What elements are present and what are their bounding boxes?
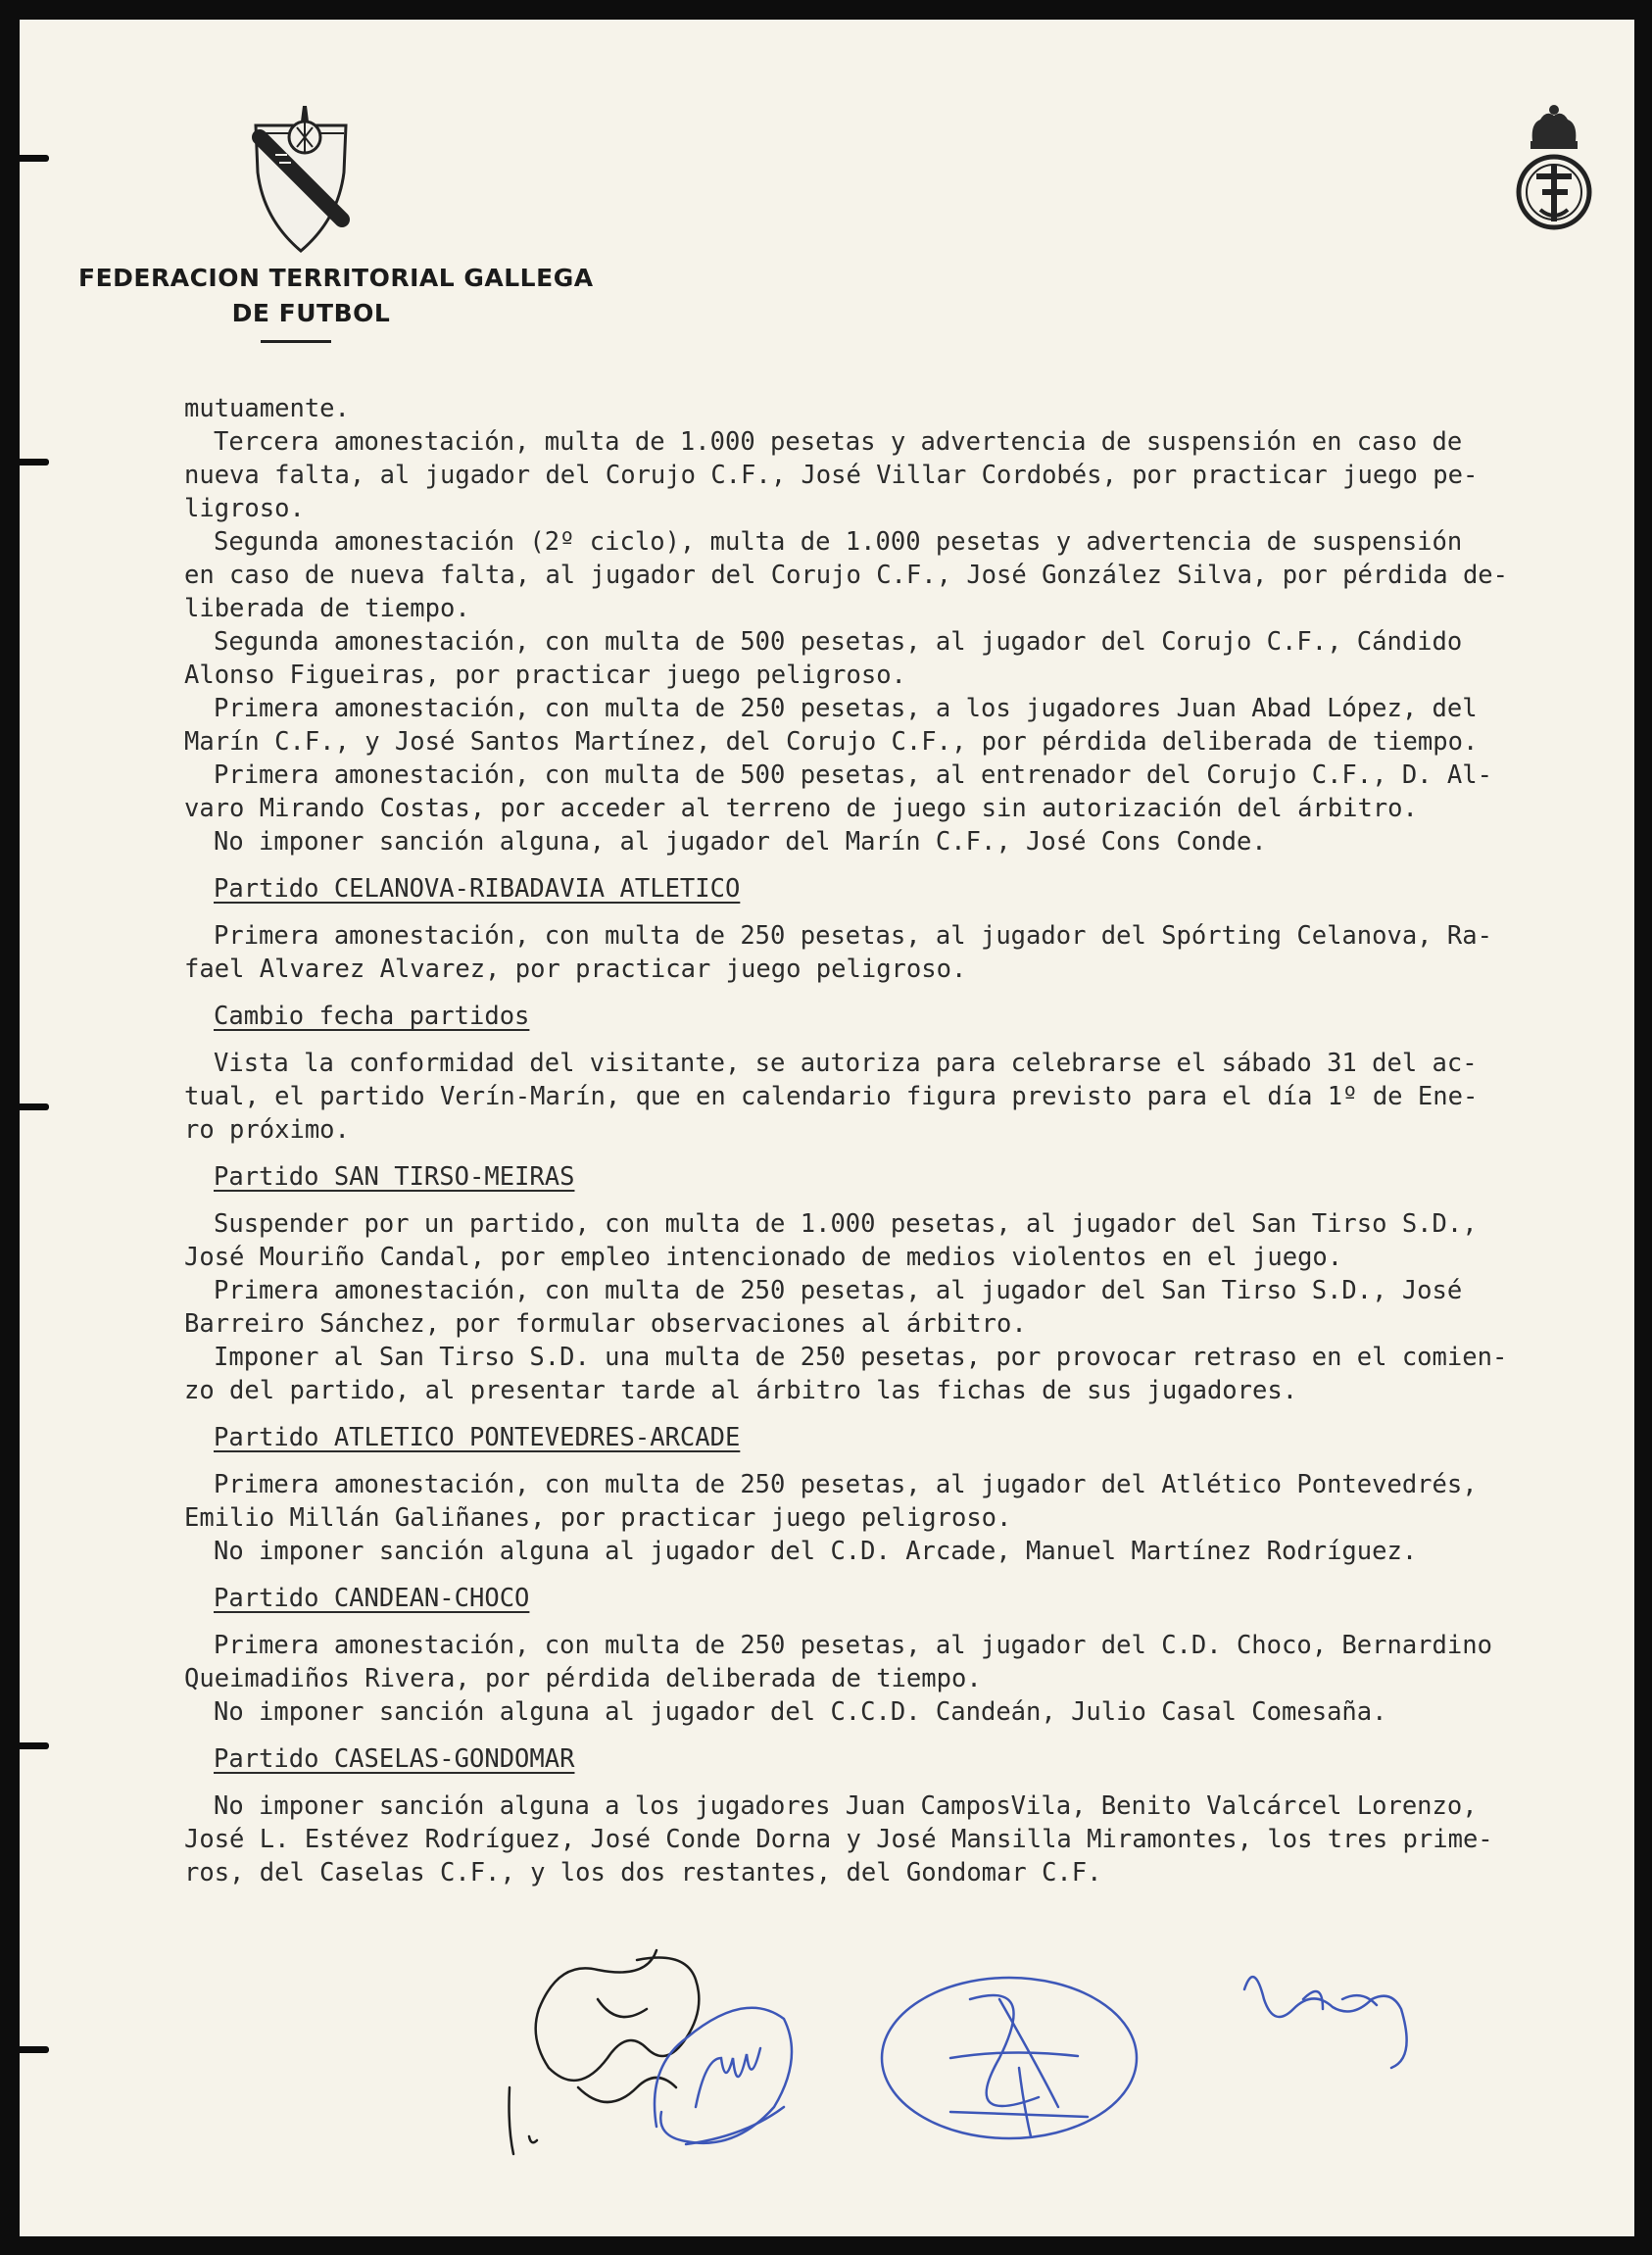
- text-line: Segunda amonestación (2º ciclo), multa de 1.000 pesetas y advertencia de suspensión: [214, 527, 1463, 557]
- federation-name-line2: DE FUTBOL: [231, 299, 391, 327]
- text-line: Queimadiños Rivera, por pérdida deliberada de tiempo.: [184, 1664, 982, 1693]
- section-heading-text: Partido ATLETICO PONTEVEDRES-ARCADE: [214, 1423, 741, 1452]
- document-body: [184, 392, 1625, 1889]
- text-line: mutuamente.: [184, 394, 350, 423]
- text-line: Primera amonestación, con multa de 250 pesetas, al jugador del Spórting Celanova, Ra-: [214, 921, 1492, 951]
- rfef-crown-emblem-icon: [1511, 102, 1597, 233]
- signatures: [490, 1940, 1617, 2166]
- text-line: Primera amonestación, con multa de 250 pesetas, al jugador del San Tirso S.D., José: [214, 1276, 1463, 1305]
- text-line: varo Mirando Costas, por acceder al terreno de juego sin autorización del árbitro.: [184, 794, 1418, 823]
- section-heading: [184, 1582, 1625, 1615]
- text-line: Marín C.F., y José Santos Martínez, del Corujo C.F., por pérdida deliberada de tiempo.: [184, 727, 1479, 757]
- text-line: Suspender por un partido, con multa de 1.000 pesetas, al jugador del San Tirso S.D.,: [214, 1209, 1478, 1239]
- federation-crest-icon: [248, 104, 354, 261]
- section-heading: [184, 1160, 1625, 1194]
- text-line: Primera amonestación, con multa de 250 pesetas, a los jugadores Juan Abad López, del: [214, 694, 1478, 723]
- text-line: No imponer sanción alguna al jugador del C.C.D. Candeán, Julio Casal Comesaña.: [214, 1697, 1387, 1727]
- section-heading: [184, 1421, 1625, 1454]
- section-heading-text: Partido CANDEAN-CHOCO: [214, 1584, 530, 1613]
- text-line: fael Alvarez Alvarez, por practicar juego peligroso.: [184, 955, 967, 984]
- section-heading-text: Cambio fecha partidos: [214, 1002, 530, 1031]
- text-line: nueva falta, al jugador del Corujo C.F., José Villar Cordobés, por practicar juego pe-: [184, 461, 1479, 490]
- section-heading-text: Partido CASELAS-GONDOMAR: [214, 1744, 575, 1774]
- text-line: Imponer al San Tirso S.D. una multa de 250 pesetas, por provocar retraso en el comien-: [214, 1343, 1508, 1372]
- text-line: No imponer sanción alguna a los jugadores Juan CamposVila, Benito Valcárcel Lorenzo,: [214, 1791, 1478, 1821]
- text-line: Tercera amonestación, multa de 1.000 pesetas y advertencia de suspensión en caso de: [214, 427, 1463, 457]
- punch-mark: [20, 1742, 49, 1749]
- text-line: Vista la conformidad del visitante, se autoriza para celebrarse el sábado 31 del ac-: [214, 1049, 1478, 1078]
- section-heading-text: Partido CELANOVA-RIBADAVIA ATLETICO: [214, 874, 741, 904]
- punch-mark: [20, 155, 49, 162]
- text-line: Segunda amonestación, con multa de 500 pesetas, al jugador del Corujo C.F., Cándido: [214, 627, 1463, 657]
- text-line: Primera amonestación, con multa de 250 pesetas, al jugador del Atlético Pontevedrés,: [214, 1470, 1478, 1499]
- text-line: Alonso Figueiras, por practicar juego peligroso.: [184, 661, 906, 690]
- text-line: No imponer sanción alguna al jugador del C.D. Arcade, Manuel Martínez Rodríguez.: [214, 1537, 1418, 1566]
- punch-mark: [20, 1103, 49, 1110]
- section-heading: [184, 1000, 1625, 1033]
- text-line: Barreiro Sánchez, por formular observaciones al árbitro.: [184, 1309, 1027, 1339]
- text-line: ro próximo.: [184, 1115, 350, 1145]
- punch-mark: [20, 459, 49, 466]
- text-line: en caso de nueva falta, al jugador del Corujo C.F., José González Silva, por pérdida de-: [184, 561, 1509, 590]
- header-rule: [261, 340, 331, 343]
- text-line: ligroso.: [184, 494, 305, 523]
- text-line: zo del partido, al presentar tarde al árbitro las fichas de sus jugadores.: [184, 1376, 1298, 1405]
- section-heading: [184, 1742, 1625, 1776]
- text-line: Primera amonestación, con multa de 250 pesetas, al jugador del C.D. Choco, Bernardino: [214, 1631, 1492, 1660]
- text-line: liberada de tiempo.: [184, 594, 470, 623]
- federation-name: [78, 261, 594, 331]
- text-line: José L. Estévez Rodríguez, José Conde Dorna y José Mansilla Miramontes, los tres prime-: [184, 1825, 1493, 1854]
- section-heading: [184, 872, 1625, 906]
- text-line: No imponer sanción alguna, al jugador del Marín C.F., José Cons Conde.: [214, 827, 1267, 857]
- text-line: José Mouriño Candal, por empleo intencionado de medios violentos en el juego.: [184, 1243, 1343, 1272]
- text-line: Emilio Millán Galiñanes, por practicar juego peligroso.: [184, 1503, 1012, 1533]
- text-line: Primera amonestación, con multa de 500 pesetas, al entrenador del Corujo C.F., D. Al-: [214, 760, 1492, 790]
- section-heading-text: Partido SAN TIRSO-MEIRAS: [214, 1162, 575, 1192]
- document-page: [20, 20, 1634, 2236]
- federation-name-line1: FEDERACION TERRITORIAL GALLEGA: [78, 264, 594, 292]
- text-line: tual, el partido Verín-Marín, que en calendario figura previsto para el día 1º de Ene-: [184, 1082, 1479, 1111]
- signature-blue-icon: [655, 1977, 1407, 2144]
- punch-mark: [20, 2046, 49, 2053]
- text-line: ros, del Caselas C.F., y los dos restantes, del Gondomar C.F.: [184, 1858, 1102, 1887]
